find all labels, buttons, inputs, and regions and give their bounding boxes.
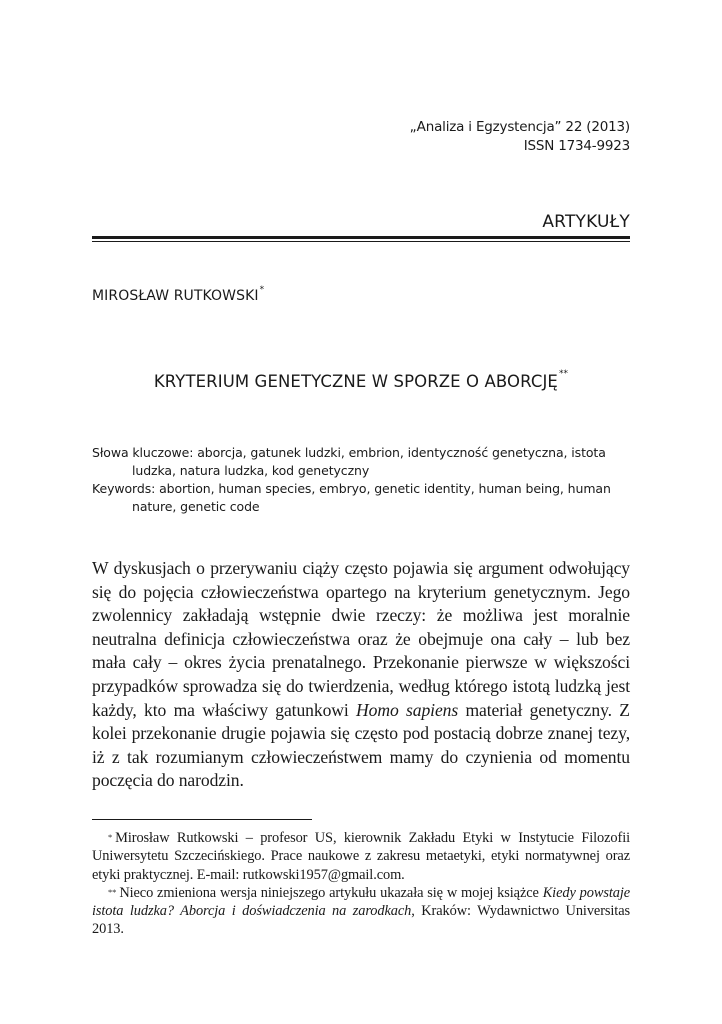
author-footnote-mark: * bbox=[259, 285, 265, 295]
section-rule-thin bbox=[92, 241, 630, 242]
footnote-2-text-part1: Nieco zmieniona wersja niniejszego artykułu ukazała się w mojej książce bbox=[119, 884, 543, 901]
keywords-english bbox=[92, 480, 612, 516]
journal-header bbox=[410, 118, 630, 156]
footnotes bbox=[92, 829, 630, 939]
author-line bbox=[92, 285, 265, 304]
body-text-part1: W dyskusjach o przerywaniu ciąży często pojawia się argument odwołujący się do pojęcia człowieczeństwa opartego na kryterium genetycznym. Jego zwolennicy zakładają wstępnie dwie rzeczy: że możliwa jest moralnie neutralna definicja człowieczeństwa oraz że obejmuje ona cały – lub bez mała cały – okres życia prenatalnego. Przekonanie pierwsze w większości przypadków sprowadza się do twierdzenia, według którego istotą ludzką jest każdy, kto ma właściwy gatunkowi bbox=[92, 558, 630, 720]
body-text bbox=[92, 557, 630, 793]
footnote-1 bbox=[92, 829, 630, 884]
footnote-2-book-title: Kiedy powstaje istota ludzka? Aborcja i doświadczenia na zarodkach bbox=[92, 884, 631, 920]
journal-issn: ISSN 1734-9923 bbox=[523, 138, 630, 154]
title-footnote-mark: ** bbox=[558, 369, 569, 379]
footnote-1-text: Mirosław Rutkowski – profesor US, kierownik Zakładu Etyki w Instytucie Filozofii Uniwersytetu Szczecińskiego. Prace naukowe z zakresu metaetyki, etyki normatywnej oraz etyki praktycznej. E-mail: rutkowski1957@gmail.com. bbox=[92, 830, 630, 883]
section-rule-thick bbox=[92, 236, 630, 239]
section-heading: ARTYKUŁY bbox=[542, 212, 630, 232]
article-title-text: KRYTERIUM GENETYCZNE W SPORZE O ABORCJĘ bbox=[153, 372, 558, 391]
keywords-polish-text: aborcja, gatunek ludzki, embrion, identyczność genetyczna, istota ludzka, natura ludzka, kod genetyczny bbox=[132, 445, 606, 478]
keywords-polish bbox=[92, 444, 612, 480]
keywords-english-text: abortion, human species, embryo, genetic identity, human being, human nature, genetic code bbox=[132, 481, 611, 514]
footnote-2-mark: ** bbox=[108, 886, 117, 897]
body-text-italic: Homo sapiens bbox=[356, 699, 459, 720]
author-name: MIROSŁAW RUTKOWSKI bbox=[92, 288, 259, 304]
footnote-separator bbox=[92, 819, 312, 820]
article-title bbox=[92, 369, 630, 391]
body-paragraph bbox=[92, 557, 630, 793]
body-text-part2: materiał genetyczny. Z kolei przekonanie drugie pojawia się często pod postacią dobrze znanej tezy, iż z tak rozumianym człowieczeństwem mamy do czynienia od momentu poczęcia do narodzin. bbox=[92, 699, 630, 791]
journal-citation: „Analiza i Egzystencja” 22 (2013) bbox=[409, 119, 630, 135]
keywords-english-label: Keywords: bbox=[92, 481, 156, 496]
footnote-2 bbox=[92, 884, 630, 939]
keywords-polish-label: Słowa kluczowe: bbox=[92, 445, 194, 460]
footnote-2-text-part2: , Kraków: Wydawnictwo Universitas 2013. bbox=[92, 903, 630, 938]
footnote-1-mark: * bbox=[108, 832, 113, 842]
keywords-block bbox=[92, 444, 612, 516]
